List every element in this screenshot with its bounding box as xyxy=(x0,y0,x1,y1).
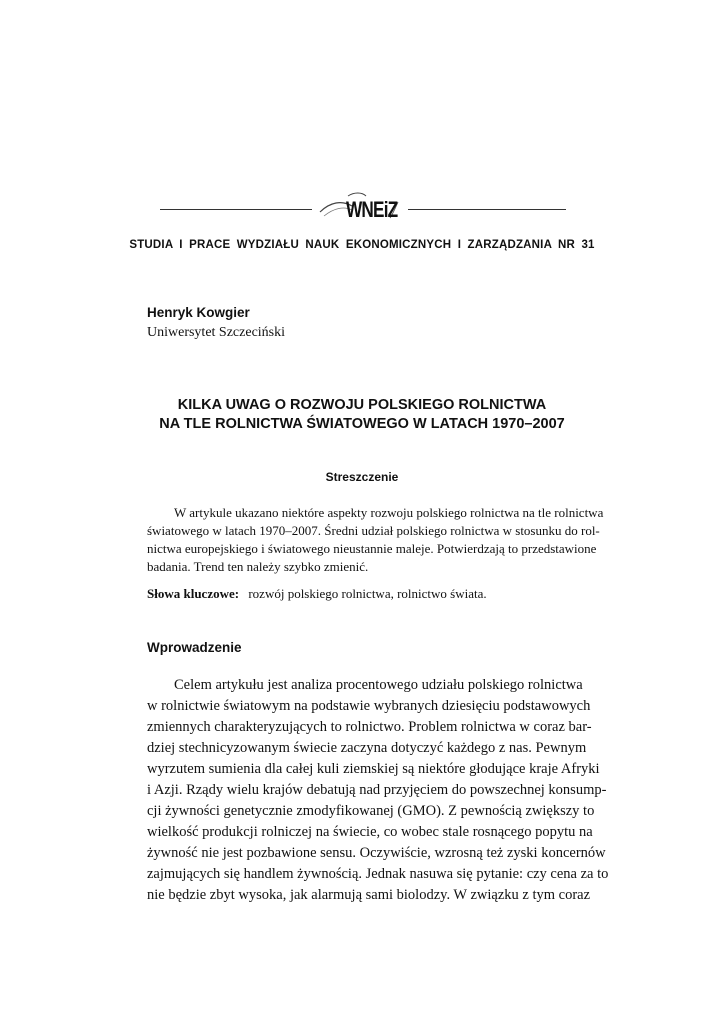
abstract-line: W artykule ukazano niektóre aspekty rozwoju polskiego rolnictwa na tle rolnictwa xyxy=(174,505,604,520)
body-line: nie będzie zbyt wysoka, jak alarmują sami biolodzy. W związku z tym coraz xyxy=(147,887,591,903)
body-line: i Azji. Rządy wielu krajów debatują nad przyjęciem do powszechnej konsump- xyxy=(147,782,607,798)
header-rule-left xyxy=(160,209,312,210)
abstract-line: badania. Trend ten należy szybko zmienić. xyxy=(147,559,369,574)
section-heading-introduction: Wprowadzenie xyxy=(147,640,242,655)
abstract-line: nictwa europejskiego i światowego nieustannie maleje. Potwierdzają to przedstawione xyxy=(147,541,597,556)
journal-series-title: STUDIA I PRACE WYDZIAŁU NAUK EKONOMICZNYCH I ZARZĄDZANIA NR 31 xyxy=(129,239,595,251)
author-name: Henryk Kowgier xyxy=(147,305,250,320)
author-affiliation: Uniwersytet Szczeciński xyxy=(147,325,286,340)
body-line: zmiennych charakteryzujących to rolnictwo. Problem rolnictwa w coraz bar- xyxy=(147,719,592,735)
body-line: w rolnictwie światowym na podstawie wybranych dziesięciu podstawowych xyxy=(147,698,591,714)
body-line: cji żywności genetycznie zmodyfikowanej (GMO). Z pewnością zwiększy to xyxy=(147,803,595,819)
header-rule-right xyxy=(408,209,566,210)
wneiz-logo: WNEiZ xyxy=(346,197,398,222)
body-line: Celem artykułu jest analiza procentowego udziału polskiego rolnictwa xyxy=(174,677,583,693)
keywords-value: rozwój polskiego rolnictwa, rolnictwo świata. xyxy=(248,586,487,601)
body-line: dziej stechnicyzowanym świecie zaczyna dotyczyć każdego z nas. Pewnym xyxy=(147,740,587,756)
abstract-line: światowego w latach 1970–2007. Średni udział polskiego rolnictwa w stosunku do rol- xyxy=(147,523,600,538)
body-line: zajmujących się handlem żywnością. Jednak nasuwa się pytanie: czy cena za to xyxy=(147,866,609,882)
body-line: wielkość produkcji rolniczej na świecie, co wobec stale rosnącego popytu na xyxy=(147,824,593,840)
keywords-label: Słowa kluczowe: xyxy=(147,586,240,601)
body-line: wyrzutem sumienia dla całej kuli ziemskiej są niektóre głodujące kraje Afryki xyxy=(147,761,600,777)
abstract-heading: Streszczenie xyxy=(325,470,399,484)
paper-title-line-2: NA TLE ROLNICTWA ŚWIATOWEGO W LATACH 1970–2007 xyxy=(159,416,565,432)
body-line: żywność nie jest pozbawione sensu. Oczywiście, wzrosną też zyski koncernów xyxy=(147,845,606,861)
paper-title-line-1: KILKA UWAG O ROZWOJU POLSKIEGO ROLNICTWA xyxy=(177,397,547,413)
keywords xyxy=(147,586,487,602)
